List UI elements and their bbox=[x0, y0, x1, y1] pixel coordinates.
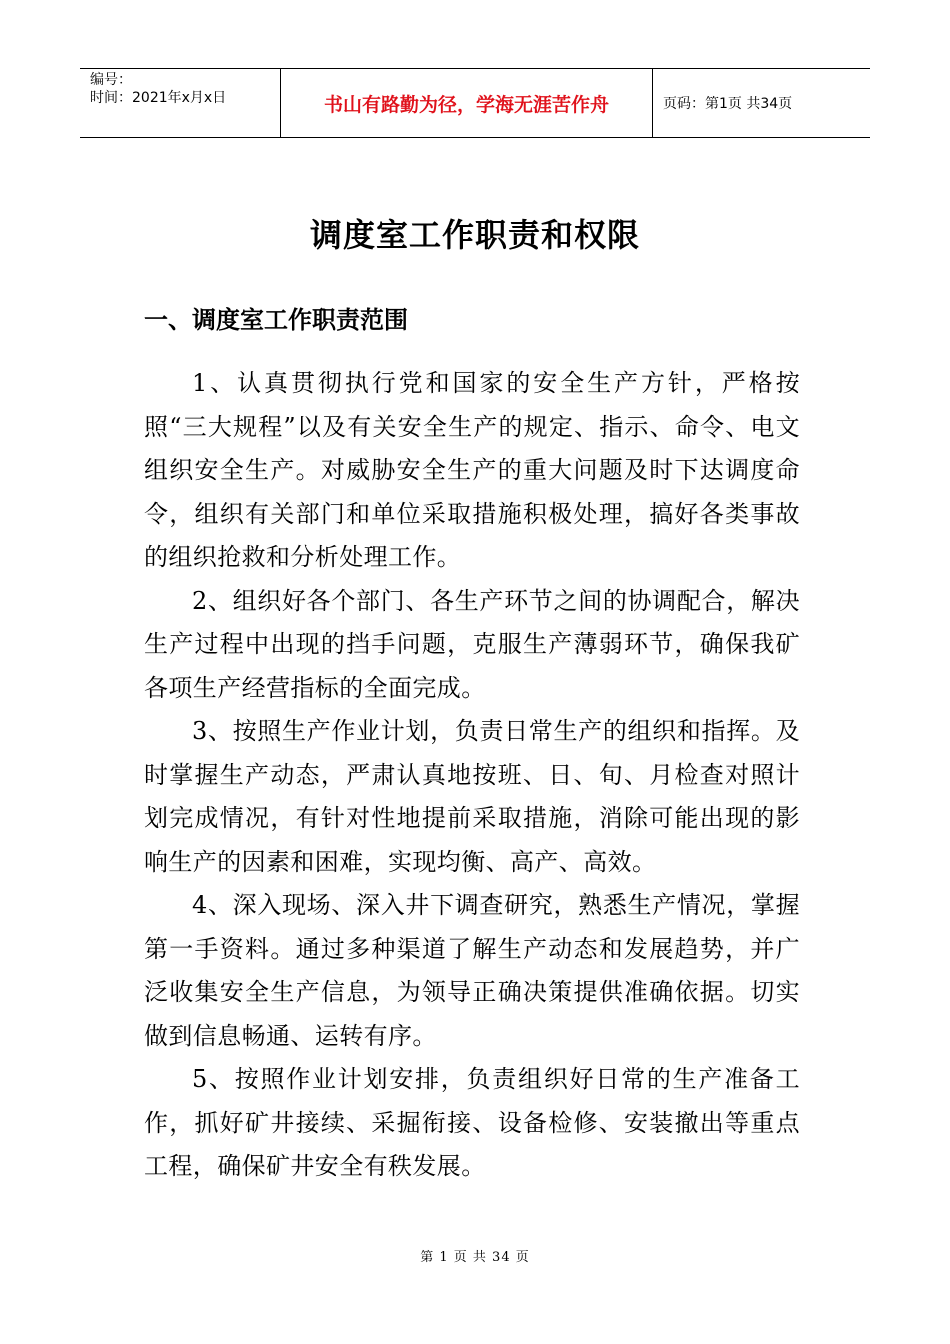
document-header bbox=[80, 68, 870, 138]
paragraph: 4、深入现场、深入井下调查研究，熟悉生产情况，掌握第一手资料。通过多种渠道了解生产动态和发展趋势，并广泛收集安全生产信息，为领导正确决策提供准确依据。切实做到信息畅通、运转有序。 bbox=[144, 891, 800, 1050]
number-label: 编号： bbox=[90, 72, 132, 88]
paragraph: 1、认真贯彻执行党和国家的安全生产方针，严格按照“三大规程”以及有关安全生产的规定、指示、命令、电文组织安全生产。对威胁安全生产的重大问题及时下达调度命令，组织有关部门和单位采取措施积极处理，搞好各类事故的组织抢救和分析处理工作。 bbox=[144, 369, 800, 571]
motto-text: 书山有路勤为径，学海无涯苦作舟 bbox=[323, 93, 609, 116]
paragraph: 2、组织好各个部门、各生产环节之间的协调配合，解决生产过程中出现的挡手问题，克服生产薄弱环节，确保我矿各项生产经营指标的全面完成。 bbox=[144, 586, 800, 702]
paragraph: 3、按照生产作业计划，负责日常生产的组织和指挥。及时掌握生产动态，严肃认真地按班、日、旬、月检查对照计划完成情况，有针对性地提前采取措施，消除可能出现的影响生产的因素和困难，实现均衡、高产、高效。 bbox=[144, 717, 800, 876]
page-footer: 第 1 页 共 34 页 bbox=[420, 1250, 530, 1265]
header-page-cell bbox=[653, 69, 870, 137]
date-label: 时间：2021年x月x日 bbox=[90, 90, 227, 106]
document-title: 调度室工作职责和权限 bbox=[309, 216, 640, 254]
section-heading: 一、调度室工作职责范围 bbox=[144, 306, 408, 334]
paragraph: 5、按照作业计划安排，负责组织好日常的生产准备工作，抓好矿井接续、采掘衔接、设备检修、安装撤出等重点工程，确保矿井安全有秩发展。 bbox=[144, 1065, 800, 1180]
header-meta-cell bbox=[80, 69, 281, 137]
header-motto-cell bbox=[281, 69, 653, 137]
page-label: 页码：第1页 共34页 bbox=[663, 96, 793, 112]
document-body bbox=[144, 362, 800, 1189]
